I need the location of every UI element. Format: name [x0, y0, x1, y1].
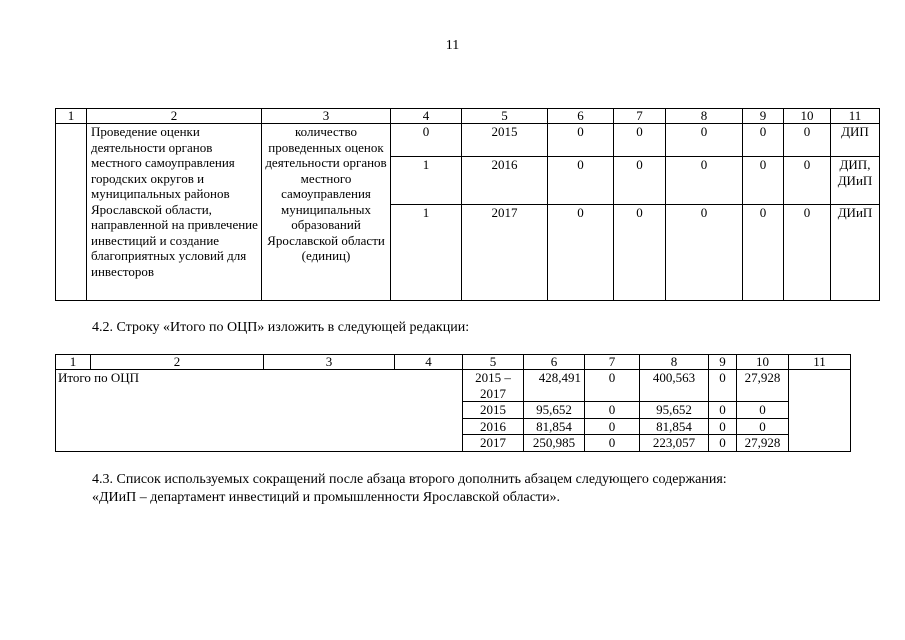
table-cell: 0	[548, 157, 614, 205]
table-header-row	[56, 109, 880, 124]
paragraph-4-3: 4.3. Список используемых сокращений после абзаца второго дополнить абзацем следующего содержания:	[92, 472, 727, 487]
year-cell: 2017	[462, 205, 548, 301]
header-cell: 5	[462, 109, 548, 124]
table-cell: 0	[585, 370, 640, 402]
year-cell: 2016	[462, 157, 548, 205]
table-cell: 0	[743, 205, 784, 301]
header-cell: 9	[709, 355, 737, 370]
header-cell: 4	[391, 109, 462, 124]
page-number: 11	[445, 38, 460, 53]
header-cell: 10	[784, 109, 831, 124]
table-row	[56, 124, 880, 157]
header-cell: 10	[737, 355, 789, 370]
table-cell: 428,491	[524, 370, 585, 402]
table-cell: 250,985	[524, 435, 585, 452]
header-cell: 3	[262, 109, 391, 124]
header-cell: 7	[585, 355, 640, 370]
indicator-cell: количество проведенных оценок деятельности органов местного самоуправления муниципальных образований Ярославской области (единиц)	[262, 124, 391, 301]
table-cell: 0	[709, 402, 737, 419]
year-cell: 2015	[462, 124, 548, 157]
header-cell: 4	[395, 355, 463, 370]
measures-table	[55, 108, 880, 301]
empty-cell	[789, 370, 851, 452]
table-cell: 0	[548, 124, 614, 157]
executor-cell: ДИП, ДИиП	[831, 157, 880, 205]
table-cell: 0	[391, 124, 462, 157]
header-cell: 2	[91, 355, 264, 370]
table-row	[56, 370, 851, 402]
header-cell: 1	[56, 109, 87, 124]
header-cell: 6	[524, 355, 585, 370]
total-label-cell: Итого по ОЦП	[56, 370, 463, 452]
table-cell: 0	[743, 157, 784, 205]
table-cell: 27,928	[737, 370, 789, 402]
header-cell: 9	[743, 109, 784, 124]
header-cell: 6	[548, 109, 614, 124]
table-cell: 0	[737, 402, 789, 419]
table-cell: 0	[666, 157, 743, 205]
table-cell: 0	[614, 205, 666, 301]
table-cell: 0	[666, 205, 743, 301]
header-cell: 3	[264, 355, 395, 370]
header-cell: 1	[56, 355, 91, 370]
year-cell: 2016	[463, 418, 524, 435]
header-cell: 5	[463, 355, 524, 370]
table-cell: 0	[784, 124, 831, 157]
table-cell: 1	[391, 205, 462, 301]
table-cell: 400,563	[640, 370, 709, 402]
header-cell: 7	[614, 109, 666, 124]
table-cell: 81,854	[640, 418, 709, 435]
header-cell: 11	[789, 355, 851, 370]
header-cell: 2	[87, 109, 262, 124]
table-cell: 0	[743, 124, 784, 157]
table-cell: 81,854	[524, 418, 585, 435]
table-cell: 27,928	[737, 435, 789, 452]
paragraph-abbreviation: «ДИиП – департамент инвестиций и промышленности Ярославской области».	[92, 490, 561, 505]
table-cell: 223,057	[640, 435, 709, 452]
table-cell: 0	[666, 124, 743, 157]
empty-cell	[56, 124, 87, 301]
measure-name-cell: Проведение оценки деятельности органов местного самоуправления городских округов и муниципальных районов Ярославской области, направленной на привлечение инвестиций и создание благоприятных условий для инвесторов	[87, 124, 262, 301]
header-cell: 8	[640, 355, 709, 370]
paragraph-4-2: 4.2. Строку «Итого по ОЦП» изложить в следующей редакции:	[92, 320, 470, 335]
table-cell: 0	[614, 124, 666, 157]
year-cell: 2015	[463, 402, 524, 419]
table-cell: 0	[709, 418, 737, 435]
table-cell: 0	[784, 205, 831, 301]
table-cell: 1	[391, 157, 462, 205]
table-cell: 0	[548, 205, 614, 301]
year-cell: 2015 – 2017	[463, 370, 524, 402]
table-cell: 0	[585, 402, 640, 419]
header-cell: 8	[666, 109, 743, 124]
table-cell: 0	[784, 157, 831, 205]
table-cell: 0	[737, 418, 789, 435]
total-table	[55, 354, 851, 452]
executor-cell: ДИиП	[831, 205, 880, 301]
year-cell: 2017	[463, 435, 524, 452]
table-cell: 0	[585, 435, 640, 452]
header-cell: 11	[831, 109, 880, 124]
table-cell: 0	[614, 157, 666, 205]
table-cell: 0	[709, 370, 737, 402]
table-cell: 0	[709, 435, 737, 452]
table-cell: 95,652	[524, 402, 585, 419]
table-cell: 95,652	[640, 402, 709, 419]
table-cell: 0	[585, 418, 640, 435]
executor-cell: ДИП	[831, 124, 880, 157]
table-header-row	[56, 355, 851, 370]
